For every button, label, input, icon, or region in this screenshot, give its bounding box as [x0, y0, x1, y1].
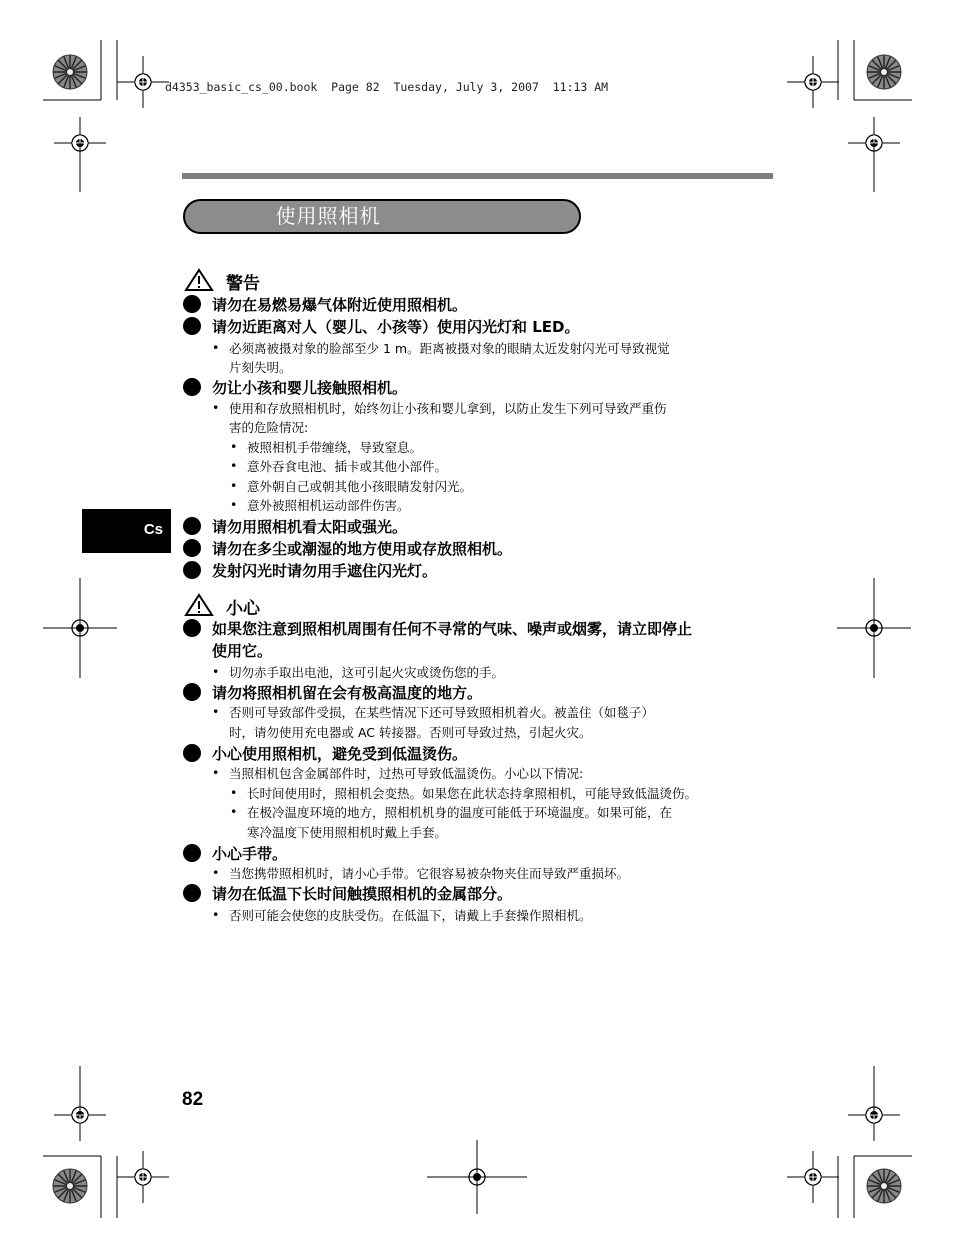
detail-dot: • — [212, 765, 220, 780]
detail-dot: • — [212, 907, 220, 922]
caution-heading-label: 小心 — [226, 599, 260, 619]
caution-item-2-detail-1: 否则可导致部件受损，在某些情况下还可导致照相机着火。被盖住（如毯子） — [229, 705, 655, 720]
subdetail-dot: • — [230, 478, 238, 493]
detail-dot: • — [212, 704, 220, 719]
color-wheel-icon — [867, 1169, 901, 1203]
page-title: 使用照相机 — [275, 204, 381, 228]
detail-dot: • — [212, 340, 220, 355]
color-wheel-icon — [53, 55, 87, 89]
warning-item-3-sub-4: 意外被照相机运动部件伤害。 — [247, 498, 410, 513]
caution-item-3-sub-3: 寒冷温度下使用照相机时戴上手套。 — [247, 825, 448, 840]
page-number: 82 — [182, 1089, 204, 1110]
subdetail-dot: • — [230, 458, 238, 473]
warning-item-4: 请勿用照相机看太阳或强光。 — [212, 518, 408, 536]
warning-item-2-detail-1: 必须离被摄对象的脸部至少 1 m。距离被摄对象的眼睛太近发射闪光可导致视觉 — [229, 341, 670, 356]
caution-item-2-detail-2: 时，请勿使用充电器或 AC 转接器。否则可导致过热，引起火灾。 — [229, 725, 592, 740]
registration-mark-icon — [787, 1151, 839, 1203]
caution-item-3-sub-1: 长时间使用时，照相机会变热。如果您在此状态持拿照相机，可能导致低温烫伤。 — [247, 786, 698, 801]
detail-dot: • — [212, 865, 220, 880]
subdetail-dot: • — [230, 804, 238, 819]
warning-item-1: 请勿在易燃易爆气体附近使用照相机。 — [212, 296, 468, 314]
caution-item-5-detail-1: 否则可能会使您的皮肤受伤。在低温下，请戴上手套操作照相机。 — [229, 908, 592, 923]
language-tab-label: Cs — [143, 521, 163, 538]
warning-item-5: 请勿在多尘或潮湿的地方使用或存放照相机。 — [212, 540, 513, 558]
warning-item-3-sub-3: 意外朝自己或朝其他小孩眼睛发射闪光。 — [247, 479, 473, 494]
detail-dot: • — [212, 400, 220, 415]
warning-heading-label: 警告 — [226, 274, 260, 294]
color-wheel-icon — [53, 1169, 87, 1203]
warning-item-3-detail-2: 害的危险情况: — [229, 420, 309, 435]
warning-item-3-sub-1: 被照相机手带缠绕，导致窒息。 — [247, 440, 423, 455]
subdetail-dot: • — [230, 497, 238, 512]
caution-item-3-detail-1: 当照相机包含金属部件时，过热可导致低温烫伤。小心以下情况: — [229, 766, 584, 781]
registration-mark-icon — [787, 56, 839, 108]
warning-item-3: 勿让小孩和婴儿接触照相机。 — [212, 379, 408, 397]
subdetail-dot: • — [230, 785, 238, 800]
caution-item-1-detail-1: 切勿赤手取出电池，这可引起火灾或烫伤您的手。 — [229, 665, 505, 680]
caution-item-3: 小心使用照相机，避免受到低温烫伤。 — [212, 745, 468, 763]
caution-item-1-line-2: 使用它。 — [212, 642, 273, 660]
caution-item-5: 请勿在低温下长时间触摸照相机的金属部分。 — [212, 885, 513, 903]
warning-item-3-detail-1: 使用和存放照相机时，始终勿让小孩和婴儿拿到，以防止发生下列可导致严重伤 — [229, 401, 667, 416]
warning-item-6: 发射闪光时请勿用手遮住闪光灯。 — [212, 562, 438, 580]
subdetail-dot: • — [230, 439, 238, 454]
warning-item-2: 请勿近距离对人（婴儿、小孩等）使用闪光灯和 LED。 — [212, 318, 580, 336]
detail-dot: • — [212, 664, 220, 679]
warning-item-2-detail-2: 片刻失明。 — [229, 360, 292, 375]
caution-item-4-detail-1: 当您携带照相机时，请小心手带。它很容易被杂物夹住而导致严重损坏。 — [229, 866, 630, 881]
book-header: d4353_basic_cs_00.book Page 82 Tuesday, July 3, 2007 11:13 AM — [165, 80, 609, 94]
caution-item-3-sub-2: 在极冷温度环境的地方，照相机机身的温度可能低于环境温度。如果可能，在 — [247, 805, 673, 820]
caution-item-4: 小心手带。 — [212, 845, 288, 863]
caution-item-2: 请勿将照相机留在会有极高温度的地方。 — [212, 684, 483, 702]
registration-mark-icon — [117, 56, 169, 108]
color-wheel-icon — [867, 55, 901, 89]
registration-mark-icon — [117, 1151, 169, 1203]
warning-item-3-sub-2: 意外吞食电池、插卡或其他小部件。 — [247, 459, 448, 474]
caution-item-1-line-1: 如果您注意到照相机周围有任何不寻常的气味、噪声或烟雾，请立即停止 — [212, 620, 693, 638]
